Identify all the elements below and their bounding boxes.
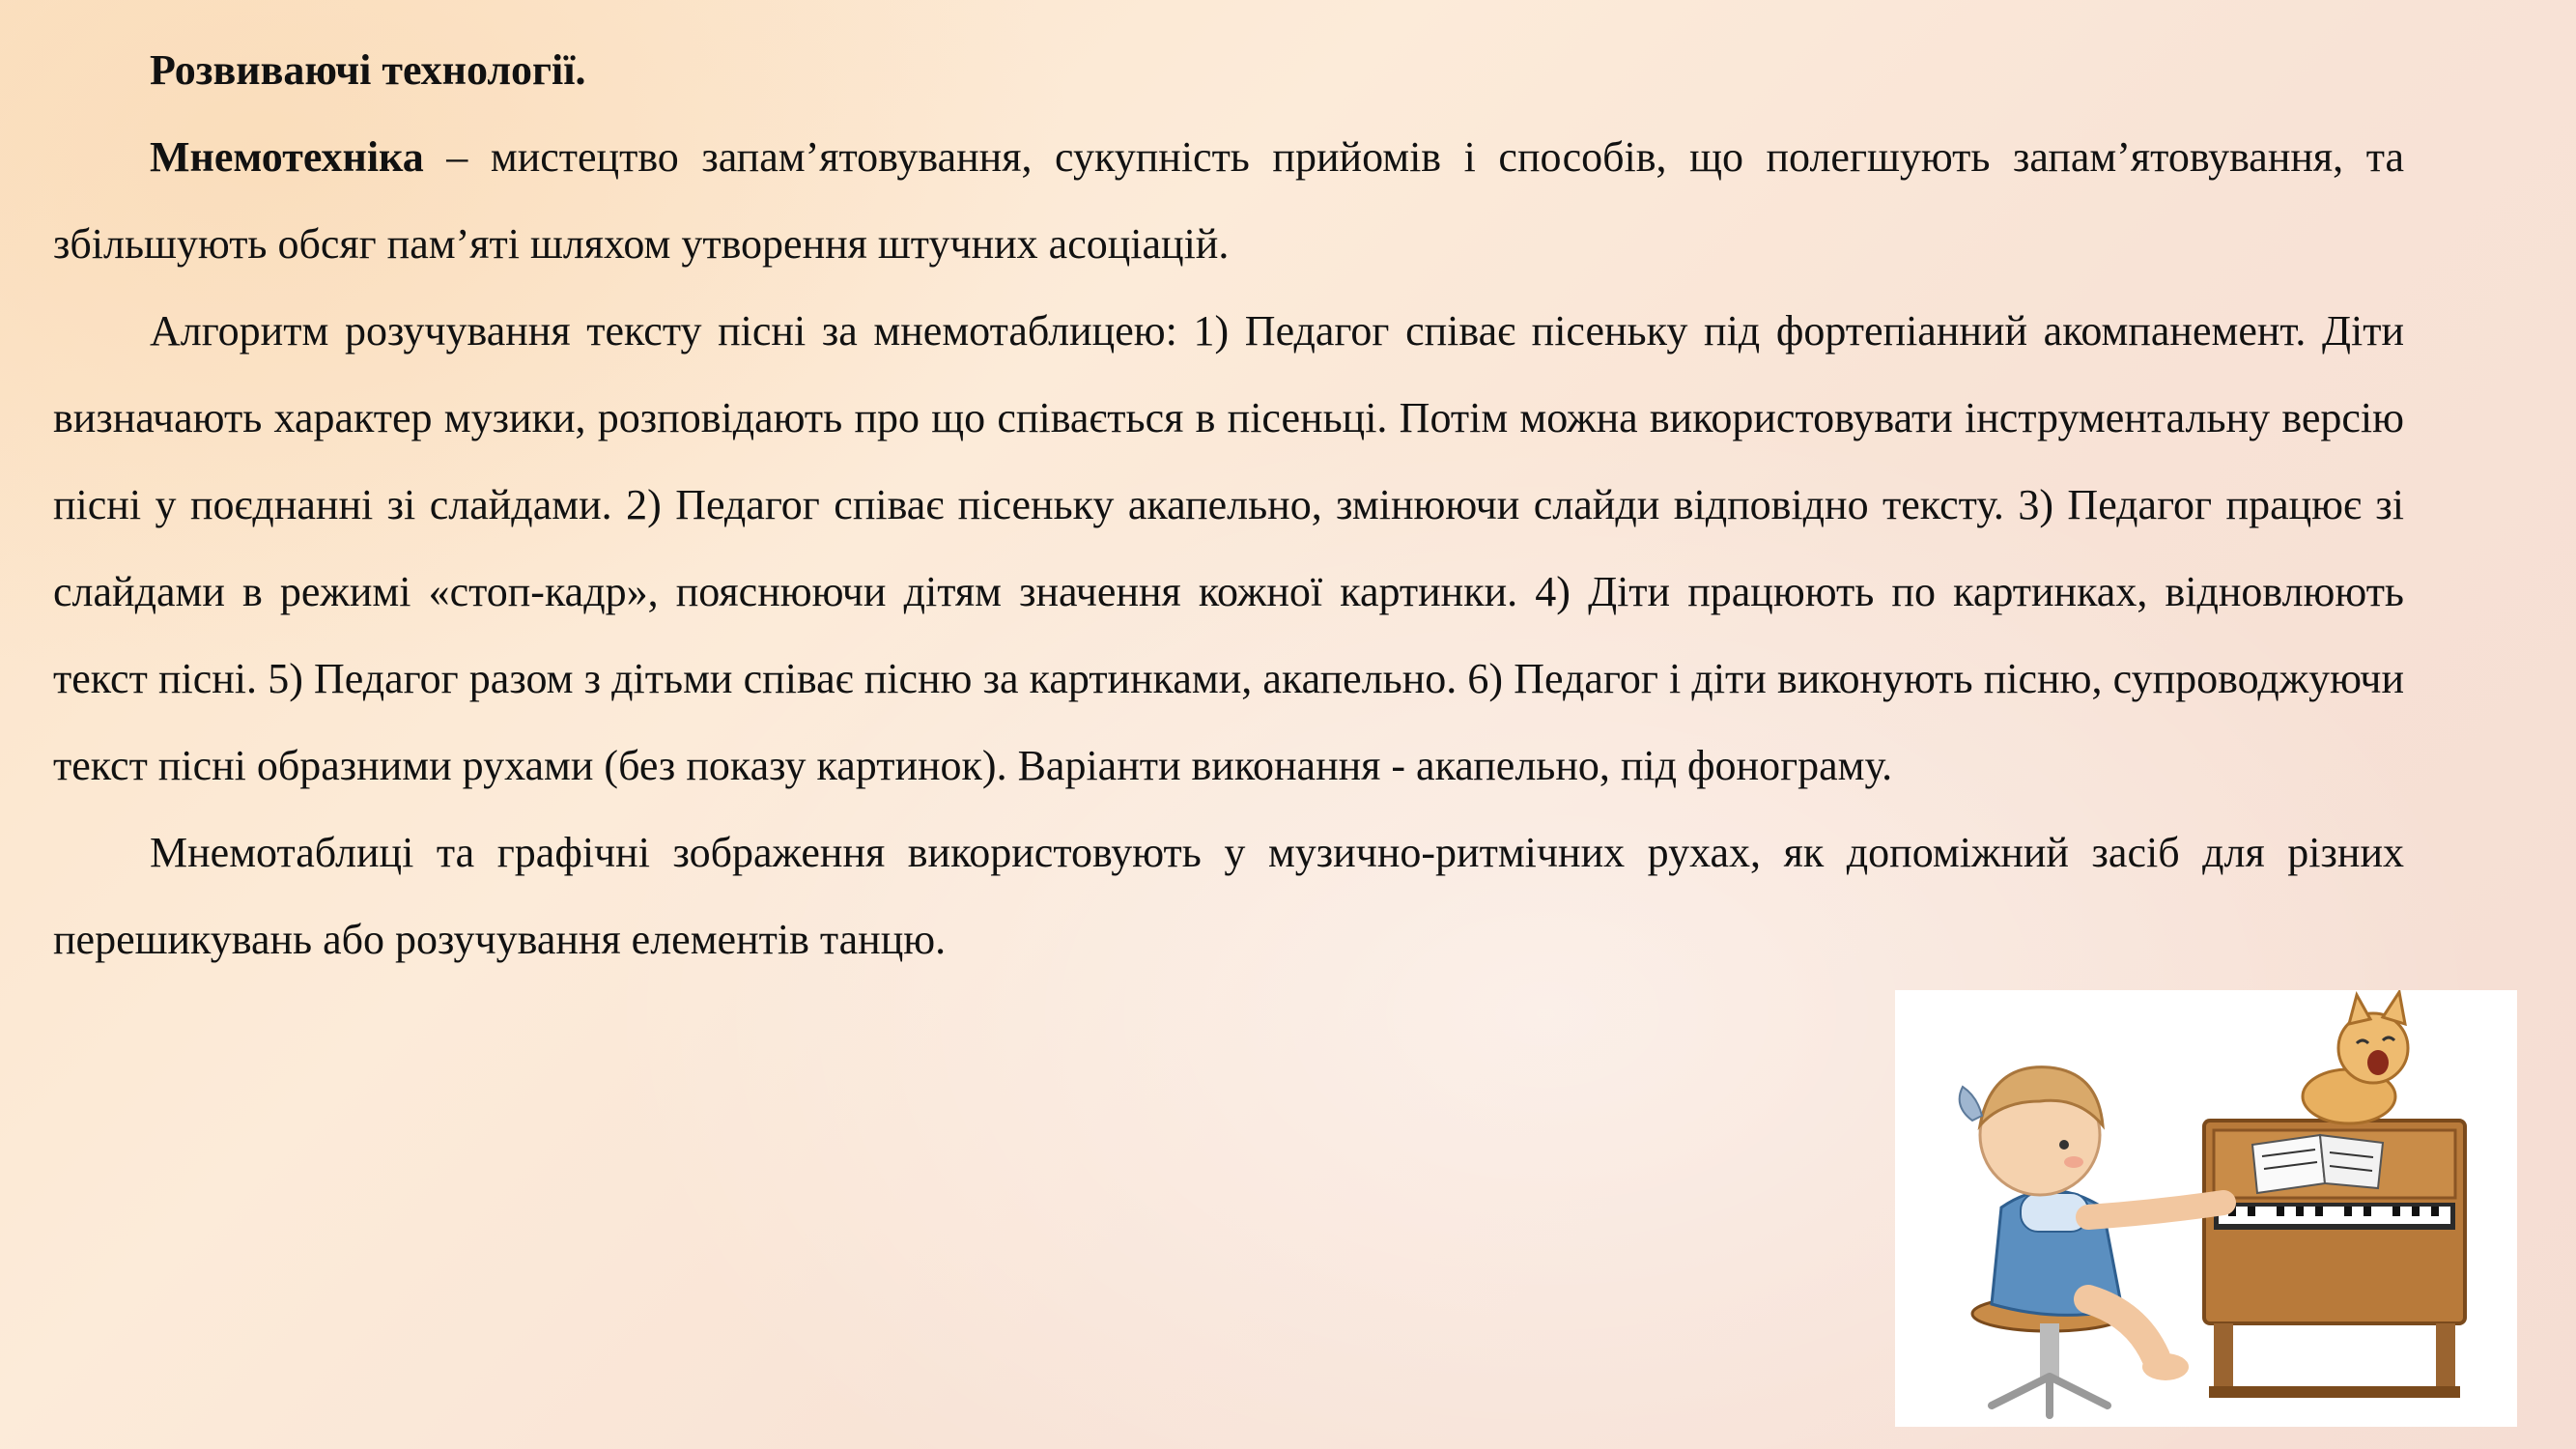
paragraph-mnemotechnics bbox=[53, 114, 2404, 288]
definition-text: – мистецтво запам’ятовування, сукупність прийомів і способів, що полегшують запам’ятовування, та збільшують обсяг пам’яті шляхом утворення штучних асоціацій. bbox=[53, 133, 2404, 268]
paragraph-mnemotables: Мнемотаблиці та графічні зображення використовують у музично-ритмічних рухах, як допоміжний засіб для різних перешикувань або розучування елементів танцю. bbox=[53, 829, 2404, 963]
paragraph-algorithm: Алгоритм розучування тексту пісні за мнемотаблицею: 1) Педагог співає пісеньку під фортепіанний акомпанемент. Діти визначають характер музики, розповідають про що співається в пісеньці. Потім можна використовувати інструментальну версію пісні у поєднанні зі слайдами. 2) Педагог співає пісеньку акапельно, змінюючи слайди відповідно тексту. 3) Педагог працює зі слайдами в режимі «стоп-кадр», пояснюючи дітям значення кожної картинки. 4) Діти працюють по картинках, відновлюють текст пісні. 5) Педагог разом з дітьми співає пісню за картинками, акапельно. 6) Педагог і діти виконують пісню, супроводжуючи текст пісні образними рухами (без показу картинок). Варіанти виконання - акапельно, під фонограму. bbox=[53, 307, 2404, 789]
term-mnemotechnics: Мнемотехніка bbox=[150, 133, 424, 181]
heading-paragraph bbox=[53, 27, 2404, 114]
slide-text bbox=[53, 27, 2404, 983]
piano-child-illustration bbox=[1895, 990, 2517, 1427]
slide-heading: Розвиваючі технології. bbox=[150, 46, 586, 94]
child-playing-piano-icon bbox=[1895, 990, 2517, 1427]
